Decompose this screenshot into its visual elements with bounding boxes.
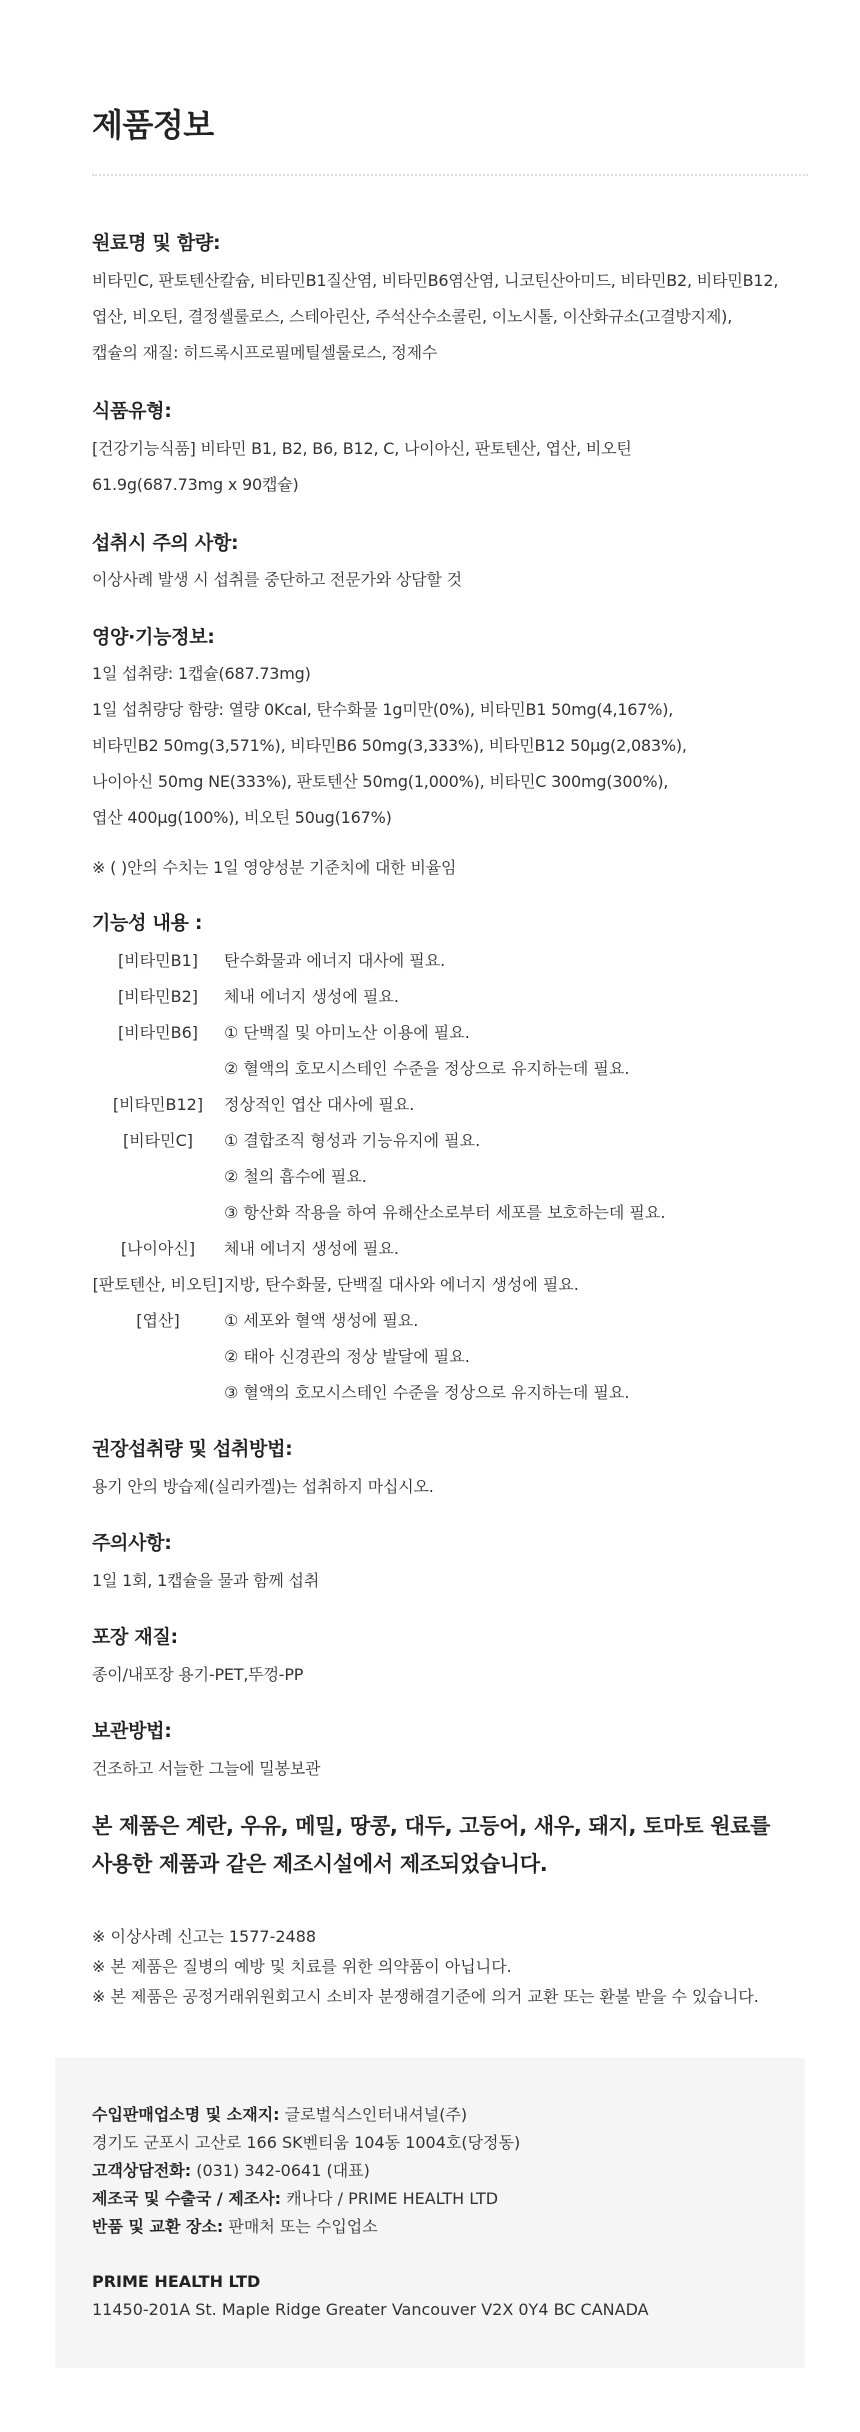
storage-line: 건조하고 서늘한 그늘에 밀봉보관: [92, 1759, 321, 1778]
ingredients-line: 비타민C, 판토텐산칼슘, 비타민B1질산염, 비타민B6염산염, 니코틴산아미드, 비타민B2, 비타민B12,: [92, 271, 779, 290]
functional-desc: 지방, 탄수화물, 단백질 대사와 에너지 생성에 필요.: [224, 1275, 579, 1294]
nutrition-line: 나이아신 50mg NE(333%), 판토텐산 50mg(1,000%), 비타민C 300mg(300%),: [92, 772, 669, 791]
nutrition-line: 1일 섭취량당 함량: 열량 0Kcal, 탄수화물 1g미만(0%), 비타민B1 50mg(4,167%),: [92, 700, 674, 719]
nutrition-footnote: ※ ( )안의 수치는 1일 영양성분 기준치에 대한 비율임: [92, 858, 457, 877]
functional-label: [판토텐산, 비오틴]: [92, 1275, 224, 1294]
importer-line: [92, 2102, 467, 2125]
importer-value: 글로벌식스인터내셔널(주): [284, 2105, 468, 2124]
functional-desc: ① 단백질 및 아미노산 이용에 필요.: [224, 1023, 470, 1042]
notice-line: ※ 본 제품은 질병의 예방 및 치료를 위한 의약품이 아닙니다.: [92, 1957, 512, 1976]
packaging-line: 종이/내포장 용기-PET,뚜껑-PP: [92, 1665, 304, 1684]
importer-label: 수입판매업소명 및 소재지:: [92, 2105, 280, 2124]
nutrition-line: 비타민B2 50mg(3,571%), 비타민B6 50mg(3,333%), 비타민B12 50µg(2,083%),: [92, 736, 687, 755]
functional-desc: ① 결합조직 형성과 기능유지에 필요.: [224, 1131, 481, 1150]
precautions-heading: 주의사항:: [92, 1532, 172, 1554]
phone-value: (031) 342-0641 (대표): [196, 2161, 370, 2180]
ingredients-heading: 원료명 및 함량:: [92, 232, 221, 254]
page-title: 제품정보: [92, 106, 214, 144]
functional-label: [나이아신]: [120, 1239, 196, 1258]
precautions-line: 1일 1회, 1캡슐을 물과 함께 섭취: [92, 1571, 320, 1590]
intake-caution-heading: 섭취시 주의 사항:: [92, 532, 239, 554]
functional-heading: 기능성 내용 :: [92, 912, 203, 934]
recommended-line: 용기 안의 방습제(실리카겔)는 섭취하지 마십시오.: [92, 1477, 434, 1496]
company-name: PRIME HEALTH LTD: [92, 2272, 261, 2291]
functional-label: [비타민B12]: [112, 1095, 204, 1114]
functional-desc: ① 세포와 혈액 생성에 필요.: [224, 1311, 419, 1330]
food-type-line: 61.9g(687.73mg x 90캡슐): [92, 475, 299, 494]
food-type-line: [건강기능식품] 비타민 B1, B2, B6, B12, C, 나이아신, 판토텐산, 엽산, 비오틴: [92, 439, 632, 458]
maker-label: 제조국 및 수출국 / 제조사:: [92, 2189, 282, 2208]
maker-value: 캐나다 / PRIME HEALTH LTD: [286, 2189, 499, 2208]
functional-desc: 체내 에너지 생성에 필요.: [224, 1239, 399, 1258]
notice-line: ※ 본 제품은 공정거래위원회고시 소비자 분쟁해결기준에 의거 교환 또는 환불 받을 수 있습니다.: [92, 1987, 759, 2006]
return-line: [92, 2214, 378, 2237]
return-value: 판매처 또는 수입업소: [228, 2217, 378, 2236]
functional-desc: ② 혈액의 호모시스테인 수준을 정상으로 유지하는데 필요.: [224, 1059, 630, 1078]
phone-line: [92, 2158, 370, 2181]
packaging-heading: 포장 재질:: [92, 1626, 178, 1648]
allergen-warning: 본 제품은 계란, 우유, 메밀, 땅콩, 대두, 고등어, 새우, 돼지, 토마토 원료를: [92, 1814, 771, 1838]
functional-desc: ③ 항산화 작용을 하여 유해산소로부터 세포를 보호하는데 필요.: [224, 1203, 666, 1222]
intake-caution-line: 이상사례 발생 시 섭취를 중단하고 전문가와 상담할 것: [92, 570, 462, 589]
functional-desc: ② 철의 흡수에 필요.: [224, 1167, 367, 1186]
importer-address: 경기도 군포시 고산로 166 SK벤티움 104동 1004호(당정동): [92, 2133, 521, 2152]
functional-desc: ② 태아 신경관의 정상 발달에 필요.: [224, 1347, 470, 1366]
functional-label: [엽산]: [136, 1311, 180, 1330]
functional-desc: 정상적인 엽산 대사에 필요.: [224, 1095, 415, 1114]
title-divider: [92, 174, 808, 176]
recommended-heading: 권장섭취량 및 섭취방법:: [92, 1438, 293, 1460]
return-label: 반품 및 교환 장소:: [92, 2217, 224, 2236]
functional-desc: 탄수화물과 에너지 대사에 필요.: [224, 951, 446, 970]
functional-desc: ③ 혈액의 호모시스테인 수준을 정상으로 유지하는데 필요.: [224, 1383, 630, 1402]
functional-desc: 체내 에너지 생성에 필요.: [224, 987, 399, 1006]
functional-label: [비타민C]: [122, 1131, 194, 1150]
functional-label: [비타민B2]: [117, 987, 198, 1006]
ingredients-line: 캡슐의 재질: 히드록시프로필메틸셀룰로스, 정제수: [92, 343, 438, 362]
nutrition-line: 1일 섭취량: 1캡슐(687.73mg): [92, 664, 311, 683]
functional-label: [비타민B1]: [117, 951, 198, 970]
nutrition-heading: 영양·기능정보:: [92, 626, 215, 648]
company-address: 11450-201A St. Maple Ridge Greater Vancouver V2X 0Y4 BC CANADA: [92, 2300, 649, 2319]
notice-line: ※ 이상사례 신고는 1577-2488: [92, 1927, 317, 1946]
food-type-heading: 식품유형:: [92, 400, 172, 422]
storage-heading: 보관방법:: [92, 1720, 172, 1742]
functional-label: [비타민B6]: [117, 1023, 198, 1042]
allergen-warning: 사용한 제품과 같은 제조시설에서 제조되었습니다.: [92, 1852, 548, 1876]
nutrition-line: 엽산 400µg(100%), 비오틴 50ug(167%): [92, 808, 392, 827]
phone-label: 고객상담전화:: [92, 2161, 192, 2180]
ingredients-line: 엽산, 비오틴, 결정셀룰로스, 스테아린산, 주석산수소콜린, 이노시톨, 이산화규소(고결방지제),: [92, 307, 733, 326]
maker-line: [92, 2186, 498, 2209]
